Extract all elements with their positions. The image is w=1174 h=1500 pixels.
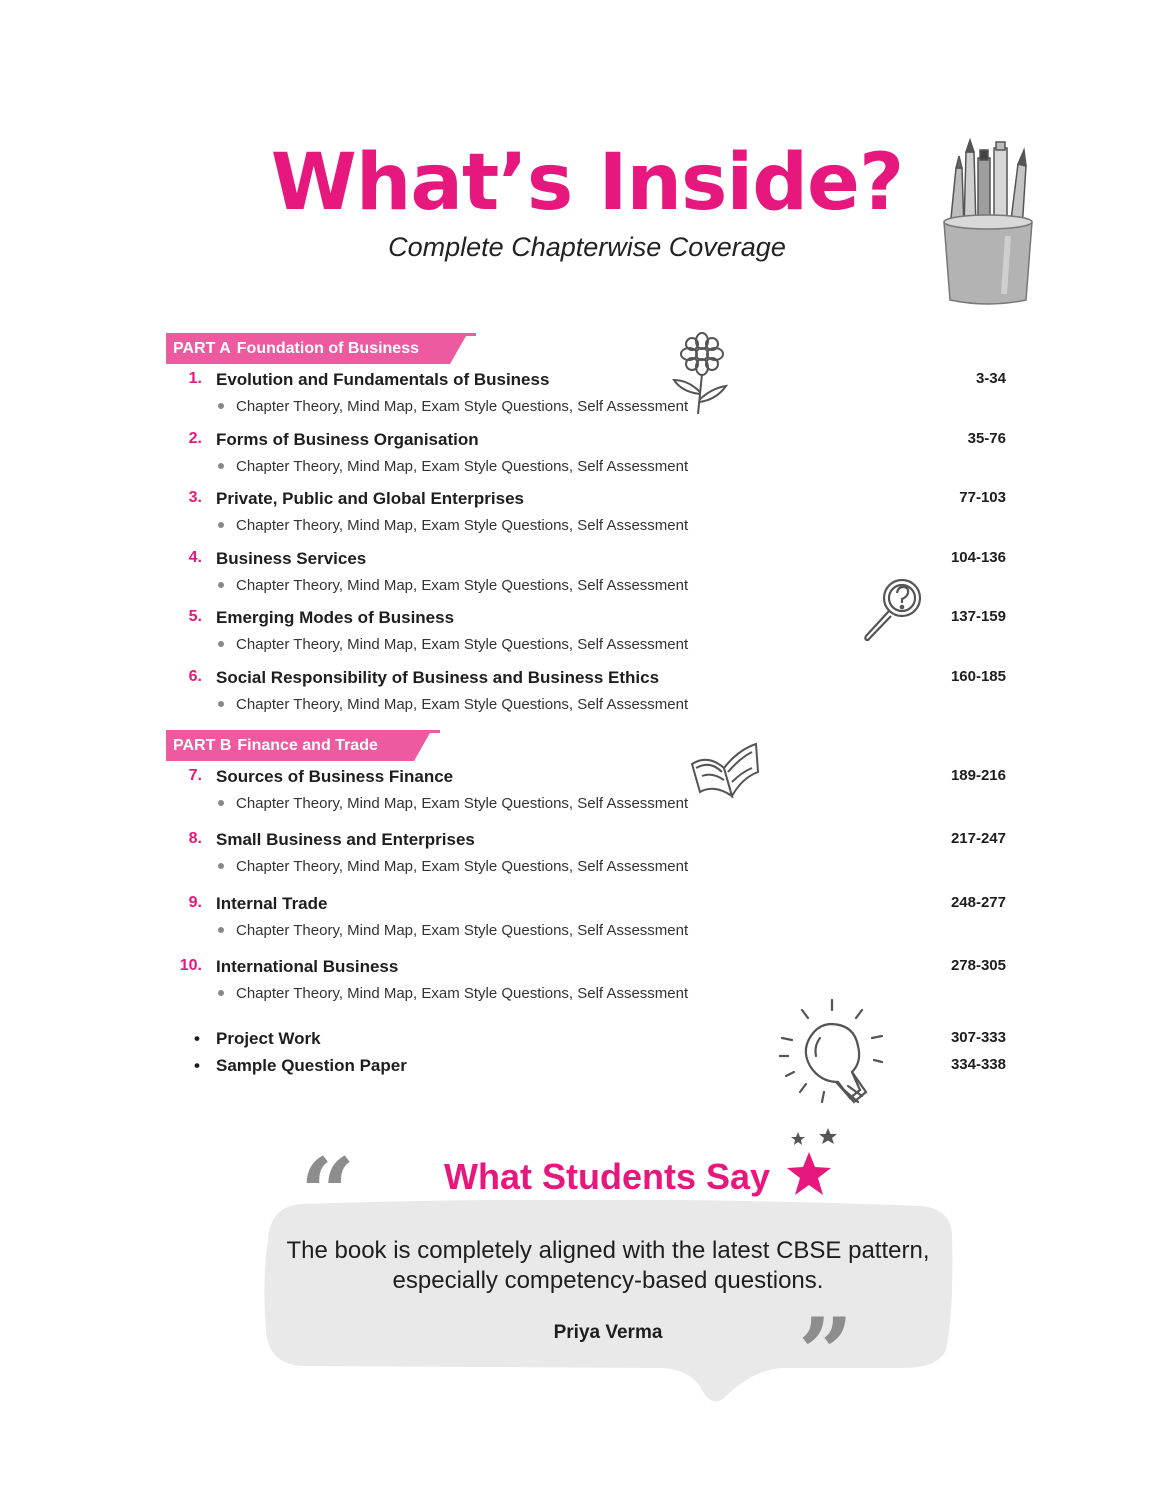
chapter-number: 2. bbox=[188, 430, 202, 447]
chapter-row bbox=[166, 894, 1010, 939]
chapter-pages: 248-277 bbox=[950, 894, 1006, 911]
chapter-pages: 35-76 bbox=[967, 430, 1006, 447]
testimonial-text: The book is completely aligned with the latest CBSE pattern, especially competency-based questions. bbox=[286, 1237, 930, 1294]
page-subtitle: Complete Chapterwise Coverage bbox=[388, 232, 786, 262]
chapter-number: 5. bbox=[188, 608, 202, 625]
open-quote-icon: “ bbox=[300, 1137, 356, 1250]
chapter-title: Sources of Business Finance bbox=[216, 767, 454, 786]
bullet: • bbox=[194, 1029, 200, 1048]
chapter-contents: Chapter Theory, Mind Map, Exam Style Questions, Self Assessment bbox=[216, 577, 688, 594]
chapter-contents: Chapter Theory, Mind Map, Exam Style Questions, Self Assessment bbox=[216, 985, 688, 1002]
testimonial-heading: What Students Say bbox=[444, 1156, 771, 1197]
chapter-number: 9. bbox=[188, 894, 202, 911]
part-name: Foundation of Business bbox=[236, 340, 419, 357]
chapter-row bbox=[166, 957, 1010, 1002]
chapter-pages: 189-216 bbox=[950, 767, 1006, 784]
chapter-pages: 137-159 bbox=[950, 608, 1006, 625]
chapter-pages: 217-247 bbox=[950, 830, 1006, 847]
chapter-row bbox=[166, 370, 1010, 415]
chapter-pages: 160-185 bbox=[950, 668, 1006, 685]
chapter-contents: Chapter Theory, Mind Map, Exam Style Questions, Self Assessment bbox=[216, 696, 688, 713]
chapter-title: Evolution and Fundamentals of Business bbox=[216, 370, 550, 389]
chapter-title: International Business bbox=[216, 957, 399, 976]
chapter-contents: Chapter Theory, Mind Map, Exam Style Questions, Self Assessment bbox=[216, 458, 688, 475]
extra-pages: 334-338 bbox=[950, 1056, 1006, 1073]
chapter-row bbox=[166, 430, 1010, 475]
chapter-pages: 3-34 bbox=[975, 370, 1006, 387]
chapter-row bbox=[166, 668, 1010, 713]
chapter-row bbox=[166, 767, 1010, 812]
chapter-number: 6. bbox=[188, 668, 202, 685]
chapter-number: 7. bbox=[188, 767, 202, 784]
extra-title: Project Work bbox=[216, 1029, 321, 1048]
pencil-cup-icon bbox=[938, 138, 1038, 308]
chapter-title: Emerging Modes of Business bbox=[216, 608, 455, 627]
extra-pages: 307-333 bbox=[950, 1029, 1006, 1046]
chapter-pages: 104-136 bbox=[950, 549, 1006, 566]
chapter-number: 3. bbox=[188, 489, 202, 506]
star-icon bbox=[790, 1128, 840, 1150]
chapter-pages: 278-305 bbox=[950, 957, 1006, 974]
chapter-row bbox=[166, 549, 1010, 594]
chapter-title: Social Responsibility of Business and Business Ethics bbox=[216, 668, 660, 687]
chapter-number: 10. bbox=[179, 957, 202, 974]
chapter-row bbox=[166, 830, 1010, 875]
page-title: What’s Inside? bbox=[270, 138, 904, 228]
chapter-row bbox=[166, 608, 1010, 653]
extra-title: Sample Question Paper bbox=[216, 1056, 407, 1075]
chapter-title: Small Business and Enterprises bbox=[216, 830, 475, 849]
chapter-contents: Chapter Theory, Mind Map, Exam Style Questions, Self Assessment bbox=[216, 795, 688, 812]
light-bulb-icon bbox=[774, 998, 884, 1114]
chapter-contents: Chapter Theory, Mind Map, Exam Style Questions, Self Assessment bbox=[216, 858, 688, 875]
chapter-number: 1. bbox=[188, 370, 202, 387]
chapter-title: Private, Public and Global Enterprises bbox=[216, 489, 524, 508]
chapter-contents: Chapter Theory, Mind Map, Exam Style Questions, Self Assessment bbox=[216, 517, 688, 534]
bullet: • bbox=[194, 1056, 200, 1075]
close-quote-icon: ” bbox=[798, 1297, 854, 1410]
part-code: PART A bbox=[173, 340, 231, 357]
part-name: Finance and Trade bbox=[237, 737, 378, 754]
part-code: PART B bbox=[173, 737, 232, 754]
chapter-contents: Chapter Theory, Mind Map, Exam Style Questions, Self Assessment bbox=[216, 636, 688, 653]
star-icon bbox=[784, 1150, 834, 1198]
chapter-contents: Chapter Theory, Mind Map, Exam Style Questions, Self Assessment bbox=[216, 922, 688, 939]
chapter-number: 8. bbox=[188, 830, 202, 847]
chapter-row bbox=[166, 489, 1010, 534]
chapter-title: Business Services bbox=[216, 549, 367, 568]
chapter-number: 4. bbox=[188, 549, 202, 566]
chapter-contents: Chapter Theory, Mind Map, Exam Style Questions, Self Assessment bbox=[216, 398, 688, 415]
chapter-title: Internal Trade bbox=[216, 894, 328, 913]
testimonial-author: Priya Verma bbox=[553, 1322, 663, 1343]
chapter-pages: 77-103 bbox=[959, 489, 1006, 506]
chapter-title: Forms of Business Organisation bbox=[216, 430, 479, 449]
